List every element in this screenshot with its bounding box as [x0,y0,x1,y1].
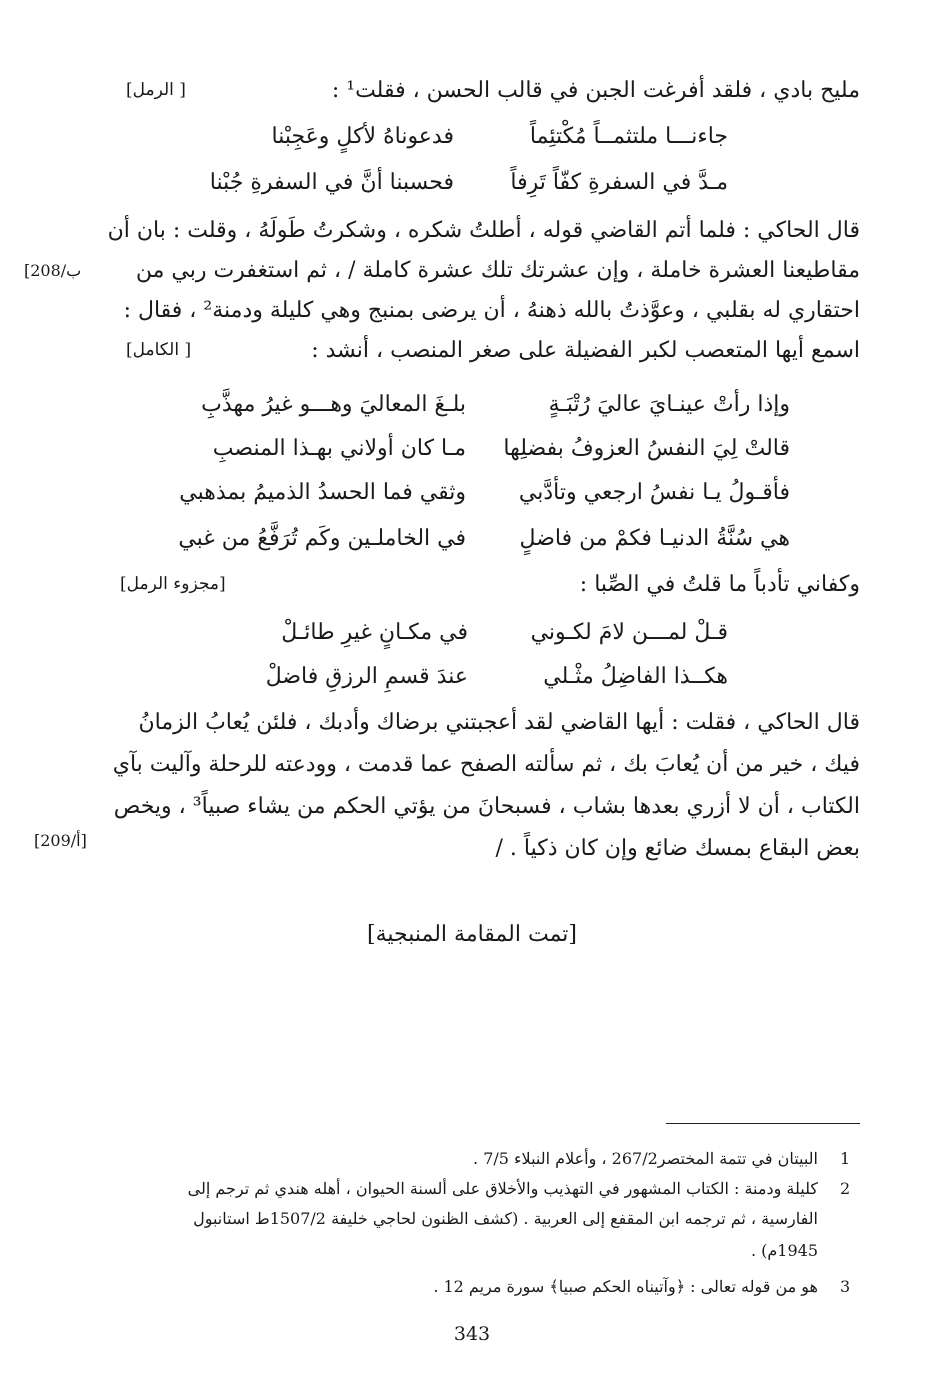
body-line-1: مليح بادي ، فلقد أفرغت الجبن في قالب الحسن ، فقلت¹ : [331,78,860,103]
footnote-number: 3 [840,1277,851,1296]
meter-label-majzu-ramal: [مجزوء الرمل] [120,574,226,594]
verse-hemistich: وثقي فما الحسدُ الذميمُ بمذهبي [179,480,466,505]
verse-hemistich: فحسبنا أنَّ في السفرةِ جُبْنا [209,170,454,195]
body-line-4: احتقاري له بقلبي ، وعوَّذتُ بالله ذهنهُ ، أن يرضى بمنبج وهي كليلة ودمنة² ، فقال : [123,298,860,323]
verse-hemistich: مـا كان أولاني بهـذا المنصبِ [212,436,466,461]
footnote-text: كليلة ودمنة : الكتاب المشهور في التهذيب والأخلاق على ألسنة الحيوان ، أهله هندي ثم ترجم إلى [187,1179,818,1198]
verse-hemistich: قـلْ لمـــن لامَ لكـوني [530,620,728,645]
folio-marker-208b: [208/ب [24,261,82,280]
verse-hemistich: في مكـانٍ غيرِ طائـلْ [281,620,468,645]
body-line-3: مقاطيعنا العشرة خاملة ، وإن عشرتك تلك عشرة كاملة / ، ثم استغفرت ربي من [135,258,860,283]
body-line-2: قال الحاكي : فلما أتم القاضي قوله ، أطلتُ شكره ، وشكرتُ طَولَهُ ، وقلت : بان أن [107,218,860,243]
body-line-6: وكفاني تأدباً ما قلتُ في الصِّبا : [579,572,860,597]
verse-hemistich: فدعوناهُ لأكلٍ وعَجِبْنا [271,124,454,149]
meter-label-kamil: [ الكامل] [126,340,192,360]
meter-label-ramal: [ الرمل] [126,80,186,100]
verse-hemistich: هكــذا الفاضِلُ مثْـلي [543,664,728,689]
body-line-7: قال الحاكي ، فقلت : أيها القاضي لقد أعجبتني برضاك وأدبك ، فلئن يُعابُ الزمانُ [138,710,860,735]
verse-hemistich: هي سُنَّةُ الدنيـا فكمْ من فاضلٍ [519,526,790,551]
body-line-10: بعض البقاع بمسك ضائع وإن كان ذكياً . / [495,836,860,861]
footnote-text: 1945م) . [750,1241,818,1260]
page-number: 343 [453,1323,491,1345]
maqama-ending: [تمت المقامة المنبجية] [367,922,577,947]
footnote-text: البيتان في تتمة المختصر267/2 ، وأعلام النبلاء 7/5 . [473,1149,818,1168]
footnote-text: هو من قوله تعالى : ﴿وآتيناه الحكم صبيا﴾ سورة مريم 12 . [433,1277,818,1296]
body-line-8: فيك ، خير من أن يُعابَ بك ، ثم سألته الصفح عما قدمت ، وودعته للرحلة وآليت بآي [112,752,860,777]
verse-hemistich: وإذا رأتْ عينـايَ عاليَ رُتْبَـةٍ [548,392,790,417]
verse-hemistich: بلـغَ المعاليَ وهـــو غيرُ مهذَّبِ [201,392,466,417]
footnote-rule [666,1123,860,1124]
verse-hemistich: فأقـولُ يـا نفسُ ارجعي وتأدَّبي [518,480,790,505]
verse-hemistich: عندَ قسمِ الرزقِ فاضلْ [265,664,468,689]
body-line-5: اسمع أيها المتعصب لكبر الفضيلة على صغر المنصب ، أنشد : [311,338,860,363]
body-line-9: الكتاب ، أن لا أزري بعدها بشاب ، فسبحانَ من يؤتي الحكم من يشاء صبياً³ ، ويخص [113,794,860,819]
folio-marker-209a: [209/أ] [34,831,87,850]
footnote-number: 1 [840,1149,851,1168]
verse-hemistich: قالتْ لِيَ النفسُ العزوفُ بفضلِها [503,436,790,461]
footnote-text: الفارسية ، ثم ترجمه ابن المقفع إلى العربية . (كشف الظنون لحاجي خليفة 1507/2ط استانبول [193,1209,818,1228]
verse-hemistich: في الخاملـين وكَم تُرَفَّعُ من غبي [178,526,466,551]
verse-hemistich: جاءنـــا ملتثمــاً مُكْتئِماً [529,124,728,149]
footnote-number: 2 [840,1179,851,1198]
verse-hemistich: مـدَّ في السفرةِ كفّاً تَرِفاً [510,170,728,195]
